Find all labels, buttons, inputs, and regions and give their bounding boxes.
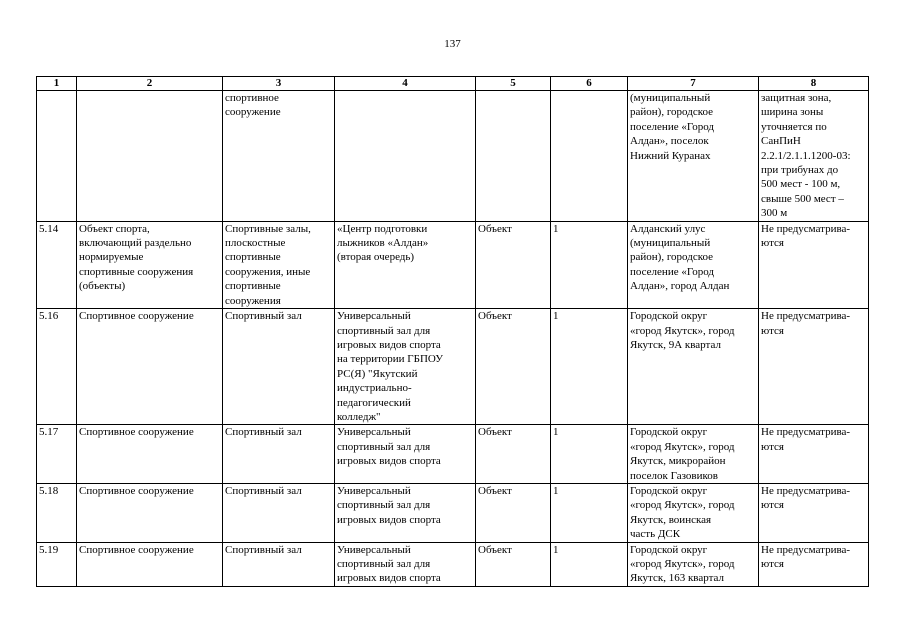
object-type-cell <box>223 221 335 308</box>
location-cell <box>628 483 759 542</box>
object-type-cell <box>223 309 335 425</box>
row-number-cell <box>37 483 77 542</box>
location: (муниципальный район), городское поселение «Город Алдан», поселок Нижний Куранах <box>630 92 715 162</box>
object-type: Спортивный зал <box>225 543 302 556</box>
object-title: «Центр подготовки лыжников «Алдан» (вторая очередь) <box>337 222 429 264</box>
location: Алданский улус (муниципальный район), городское поселение «Город Алдан», город Алдан <box>630 222 730 293</box>
object-title-cell <box>335 542 476 586</box>
object-name-cell <box>77 425 223 484</box>
table-row <box>37 425 869 484</box>
row-number: 5.14 <box>39 222 59 235</box>
column-header: 1 <box>37 77 77 91</box>
row-number: 5.18 <box>39 484 59 497</box>
column-header: 2 <box>77 77 223 91</box>
unit-cell <box>476 425 551 484</box>
zone-info: Не предусматрива- ются <box>761 310 851 337</box>
object-type-cell <box>223 483 335 542</box>
object-name: Спортивное сооружение <box>79 484 194 497</box>
object-name-cell <box>77 221 223 308</box>
header-row <box>37 77 869 91</box>
zone-info: Не предусматрива- ются <box>761 222 851 250</box>
unit-cell <box>476 542 551 586</box>
object-title: Универсальный спортивный зал для игровых видов спорта <box>337 543 441 585</box>
row-number-cell <box>37 309 77 425</box>
unit-cell <box>476 483 551 542</box>
object-title-cell <box>335 425 476 484</box>
table-row <box>37 309 869 425</box>
unit: Объект <box>478 222 512 235</box>
unit: Объект <box>478 484 512 497</box>
zone-info: Не предусматрива- ются <box>761 543 851 570</box>
object-name-cell <box>77 542 223 586</box>
row-number-cell <box>37 91 77 222</box>
location-cell <box>628 542 759 586</box>
zone-cell <box>759 309 869 425</box>
object-title-cell <box>335 91 476 222</box>
object-name-cell <box>77 91 223 222</box>
object-type-cell <box>223 91 335 222</box>
table-row <box>37 91 869 222</box>
table-row <box>37 483 869 542</box>
object-type: Спортивный зал <box>225 310 302 323</box>
object-type: спортивное сооружение <box>225 92 281 119</box>
quantity: 1 <box>553 543 559 556</box>
row-number: 5.17 <box>39 426 59 439</box>
object-title-cell <box>335 221 476 308</box>
unit-cell <box>476 91 551 222</box>
object-name: Спортивное сооружение <box>79 426 194 439</box>
location-cell <box>628 309 759 425</box>
unit-cell <box>476 309 551 425</box>
quantity: 1 <box>553 310 559 323</box>
zone-cell <box>759 221 869 308</box>
column-header: 7 <box>628 77 759 91</box>
object-type: Спортивный зал <box>225 426 302 439</box>
quantity: 1 <box>553 426 559 439</box>
object-title: Универсальный спортивный зал для игровых видов спорта <box>337 484 441 526</box>
object-name-cell <box>77 483 223 542</box>
table-row <box>37 542 869 586</box>
quantity-cell <box>551 91 628 222</box>
object-type: Спортивный зал <box>225 484 302 497</box>
zone-cell <box>759 425 869 484</box>
location-cell <box>628 425 759 484</box>
unit: Объект <box>478 543 512 556</box>
quantity-cell <box>551 221 628 308</box>
object-name: Объект спорта, включающий раздельно нормируемые спортивные сооружения (объекты) <box>79 222 194 293</box>
location: Городской округ «город Якутск», город Якутск, микрорайон поселок Газовиков <box>630 426 735 482</box>
zone-info: Не предусматрива- ются <box>761 484 851 512</box>
zone-cell <box>759 542 869 586</box>
row-number-cell <box>37 221 77 308</box>
object-type: Спортивные залы, плоскостные спортивные сооружения, иные спортивные сооружения <box>225 222 311 307</box>
quantity-cell <box>551 542 628 586</box>
page-number: 137 <box>444 38 461 50</box>
zone-info: Не предусматрива- ются <box>761 426 851 453</box>
object-name-cell <box>77 309 223 425</box>
object-type-cell <box>223 542 335 586</box>
row-number: 5.19 <box>39 543 59 556</box>
location-cell <box>628 91 759 222</box>
unit: Объект <box>478 310 512 323</box>
quantity: 1 <box>553 222 559 235</box>
column-header: 4 <box>335 77 476 91</box>
quantity-cell <box>551 425 628 484</box>
object-type-cell <box>223 425 335 484</box>
column-header: 8 <box>759 77 869 91</box>
zone-cell <box>759 91 869 222</box>
location-cell <box>628 221 759 308</box>
column-header: 5 <box>476 77 551 91</box>
row-number-cell <box>37 425 77 484</box>
column-header: 6 <box>551 77 628 91</box>
location: Городской округ «город Якутск», город Якутск, 9А квартал <box>630 310 735 351</box>
row-number-cell <box>37 542 77 586</box>
table-row <box>37 221 869 308</box>
object-title-cell <box>335 483 476 542</box>
unit: Объект <box>478 426 512 439</box>
quantity-cell <box>551 483 628 542</box>
object-title: Универсальный спортивный зал для игровых видов спорта <box>337 426 441 468</box>
object-title-cell <box>335 309 476 425</box>
quantity-cell <box>551 309 628 425</box>
location: Городской округ «город Якутск», город Якутск, воинская часть ДСК <box>630 484 735 541</box>
quantity: 1 <box>553 484 559 497</box>
unit-cell <box>476 221 551 308</box>
row-number: 5.16 <box>39 310 59 323</box>
document-table <box>36 76 869 587</box>
object-title: Универсальный спортивный зал для игровых видов спорта на территории ГБПОУ РС(Я) "Якутский индустриально- педагогический колледж" <box>337 310 444 423</box>
column-header: 3 <box>223 77 335 91</box>
zone-info: защитная зона, ширина зоны уточняется по СанПиН 2.2.1/2.1.1.1200-03: при трибунах до 500 мест - 100 м, свыше 500 мест – 300 м <box>761 92 851 220</box>
location: Городской округ «город Якутск», город Якутск, 163 квартал <box>630 543 735 585</box>
zone-cell <box>759 483 869 542</box>
object-name: Спортивное сооружение <box>79 310 194 323</box>
object-name: Спортивное сооружение <box>79 543 194 556</box>
